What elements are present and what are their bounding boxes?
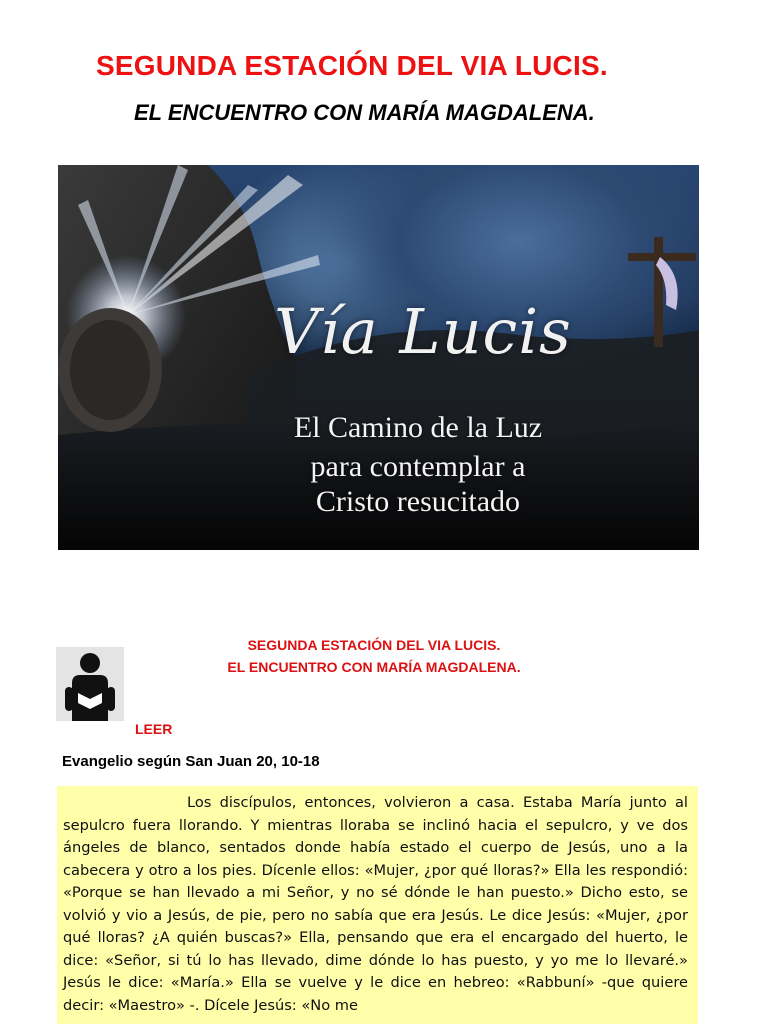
- via-lucis-banner: [58, 165, 699, 550]
- banner-line-2: para contemplar a: [310, 450, 526, 483]
- banner-line-3: Cristo resucitado: [315, 485, 521, 518]
- banner-line-1: El Camino de la Luz: [293, 411, 543, 444]
- page-title: SEGUNDA ESTACIÓN DEL VIA LUCIS.: [96, 50, 608, 81]
- section-title: SEGUNDA ESTACIÓN DEL VIA LUCIS.: [247, 637, 501, 653]
- leer-label: LEER: [135, 721, 173, 737]
- reader-icon: [56, 647, 124, 721]
- section-subtitle: EL ENCUENTRO CON MARÍA MAGDALENA.: [227, 659, 521, 675]
- gospel-text-box: [57, 786, 698, 1024]
- page-subtitle: EL ENCUENTRO CON MARÍA MAGDALENA.: [134, 100, 595, 125]
- gospel-reference: Evangelio según San Juan 20, 10-18: [62, 753, 320, 770]
- cross-icon: [628, 237, 696, 347]
- banner-title: Vía Lucis: [274, 295, 572, 368]
- gospel-text: Los discípulos, entonces, volvieron a casa. Estaba María junto al sepulcro fuera llorando. Y mientras lloraba se inclinó hacia el sepulcro, y ve dos ángeles de blanco, sentados donde había estado el cuerpo de Jesús, uno a la cabecera y otro a los pies. Dícenle ellos: «Mujer, ¿por qué lloras?» Ella les respondió: «Porque se han llevado a mi Señor, y no sé dónde le han puesto.» Dicho esto, se volvió y vio a Jesús, de pie, pero no sabía que era Jesús. Le dice Jesús: «Mujer, ¿por qué lloras? ¿A quién buscas?» Ella, pensando que era el encargado del huerto, le dice: «Señor, si tú lo has llevado, dime dónde lo has puesto, y yo me lo llevaré.» Jesús le dice: «María.» Ella se vuelve y le dice en hebreo: «Rabbuní» -que quiere decir: «Maestro» -. Dícele Jesús: «No me: [63, 794, 688, 1014]
